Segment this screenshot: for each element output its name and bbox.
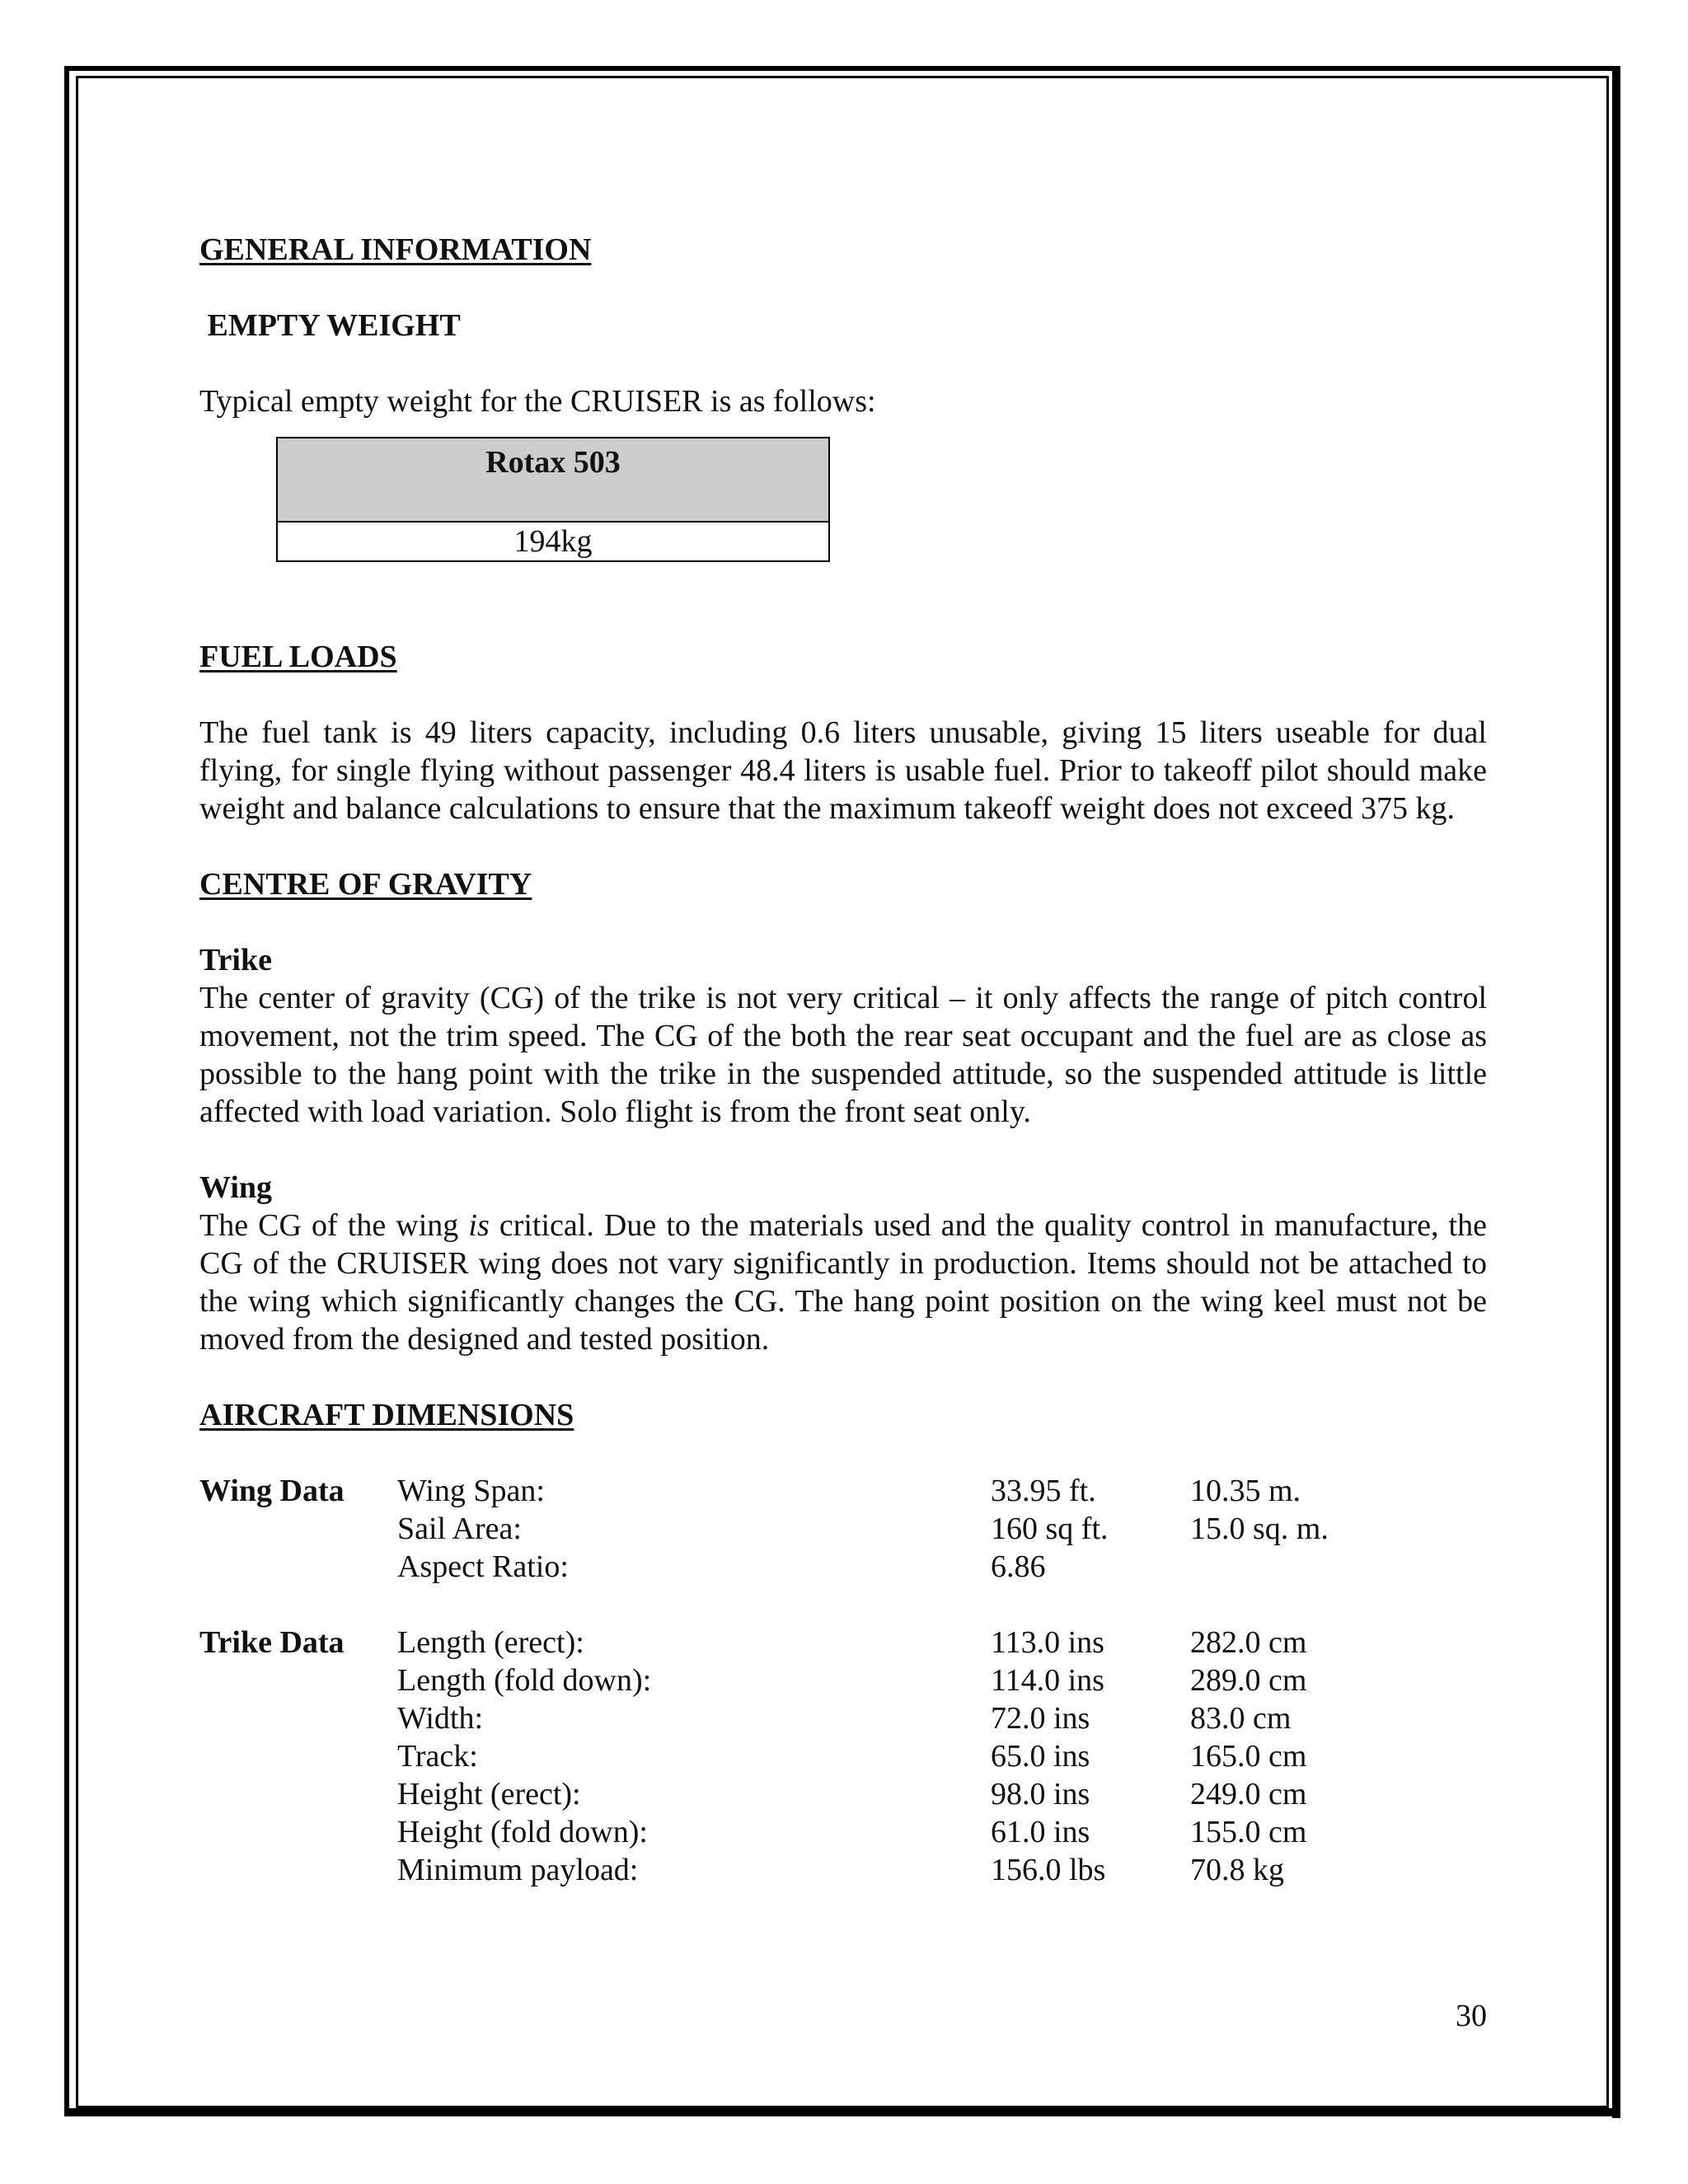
wing-data-group-label: Wing Data — [199, 1474, 345, 1508]
dimension-metric: 282.0 cm — [1190, 1625, 1307, 1660]
page-border-shadow-bottom — [64, 2108, 1620, 2116]
wing-text — [199, 1207, 1487, 1358]
aircraft-dimensions-heading: AIRCRAFT DIMENSIONS — [199, 1398, 574, 1432]
dimension-row — [199, 1510, 1487, 1548]
fuel-loads-heading: FUEL LOADS — [199, 640, 397, 674]
dimension-label: Height (fold down): — [397, 1815, 648, 1849]
dimension-metric: 289.0 cm — [1190, 1663, 1307, 1698]
dimension-metric: 83.0 cm — [1190, 1701, 1292, 1736]
trike-text: The center of gravity (CG) of the trike is not very critical – it only affects the range of pitch control movement, not the trim speed. The CG of the both the rear seat occupant and the fuel are as close as possible to the hang point with the trike in the suspended attitude, so the suspended attitude is little affected with load variation. Solo flight is from the front seat only. — [199, 981, 1487, 1129]
trike-data-group-label: Trike Data — [199, 1625, 345, 1660]
dimension-metric — [1190, 1548, 1437, 1586]
wing-heading: Wing — [199, 1170, 273, 1205]
dimension-label: Track: — [397, 1739, 478, 1774]
dimension-label: Sail Area: — [397, 1511, 522, 1546]
dimension-metric: 155.0 cm — [1190, 1815, 1307, 1849]
dimension-row — [199, 1851, 1487, 1889]
wing-data-table — [199, 1472, 1487, 1586]
wing-text-end: critical. Due to the materials used and the quality control in manufacture, the CG of the CRUISER wing does not vary significantly in production. Items should not be attached to the wing which significantly changes the CG. The hang point position on the wing keel must not be moved from the designed and tested position. — [199, 1208, 1487, 1357]
dimension-imperial: 98.0 ins — [991, 1777, 1090, 1811]
dimension-imperial: 160 sq ft. — [991, 1511, 1109, 1546]
dimension-label: Minimum payload: — [397, 1853, 639, 1887]
engine-header-cell: Rotax 503 — [277, 438, 829, 522]
dimension-label: Height (erect): — [397, 1777, 581, 1811]
dimension-label: Width: — [397, 1701, 484, 1736]
wing-text-emphasis: is — [468, 1208, 490, 1243]
centre-of-gravity-heading: CENTRE OF GRAVITY — [199, 867, 532, 902]
wing-text-start: The CG of the wing — [199, 1208, 469, 1243]
dimension-imperial: 65.0 ins — [991, 1739, 1090, 1774]
empty-weight-heading: EMPTY WEIGHT — [199, 308, 461, 343]
dimension-imperial: 61.0 ins — [991, 1815, 1090, 1849]
dimension-label: Length (erect): — [397, 1625, 584, 1660]
empty-weight-table — [276, 437, 830, 562]
dimension-metric: 165.0 cm — [1190, 1739, 1307, 1774]
trike-data-table — [199, 1624, 1487, 1889]
dimension-row — [199, 1661, 1487, 1699]
dimension-metric: 70.8 kg — [1190, 1853, 1284, 1887]
dimension-imperial: 113.0 ins — [991, 1625, 1104, 1660]
dimension-imperial: 156.0 lbs — [991, 1853, 1106, 1887]
dimension-metric: 10.35 m. — [1190, 1474, 1301, 1508]
dimension-label: Wing Span: — [397, 1474, 545, 1508]
dimension-label: Length (fold down): — [397, 1663, 652, 1698]
page-content — [199, 231, 1487, 1889]
dimension-imperial: 33.95 ft. — [991, 1474, 1096, 1508]
trike-heading: Trike — [199, 943, 272, 977]
fuel-loads-text: The fuel tank is 49 liters capacity, including 0.6 liters unusable, giving 15 liters useable for dual flying, for single flying without passenger 48.4 liters is usable fuel. Prior to takeoff pilot should make weight and balance calculations to ensure that the maximum takeoff weight does not exceed 375 kg. — [199, 715, 1487, 826]
page-border-shadow-right — [1612, 66, 1620, 2118]
dimension-metric: 249.0 cm — [1190, 1777, 1307, 1811]
dimension-row — [199, 1775, 1487, 1813]
dimension-imperial: 6.86 — [991, 1549, 1046, 1584]
dimension-row — [199, 1813, 1487, 1851]
dimension-row — [199, 1548, 1487, 1586]
general-information-heading: GENERAL INFORMATION — [199, 232, 592, 267]
dimension-row — [199, 1472, 1487, 1510]
dimension-label: Aspect Ratio: — [397, 1549, 569, 1584]
page-number: 30 — [1456, 1999, 1487, 2033]
empty-weight-intro: Typical empty weight for the CRUISER is as follows: — [199, 384, 876, 419]
dimension-imperial: 114.0 ins — [991, 1663, 1104, 1698]
dimension-row — [199, 1624, 1487, 1661]
dimension-imperial: 72.0 ins — [991, 1701, 1090, 1736]
engine-weight-cell: 194kg — [277, 522, 829, 561]
dimension-row — [199, 1699, 1487, 1737]
dimension-metric: 15.0 sq. m. — [1190, 1511, 1329, 1546]
dimension-row — [199, 1737, 1487, 1775]
